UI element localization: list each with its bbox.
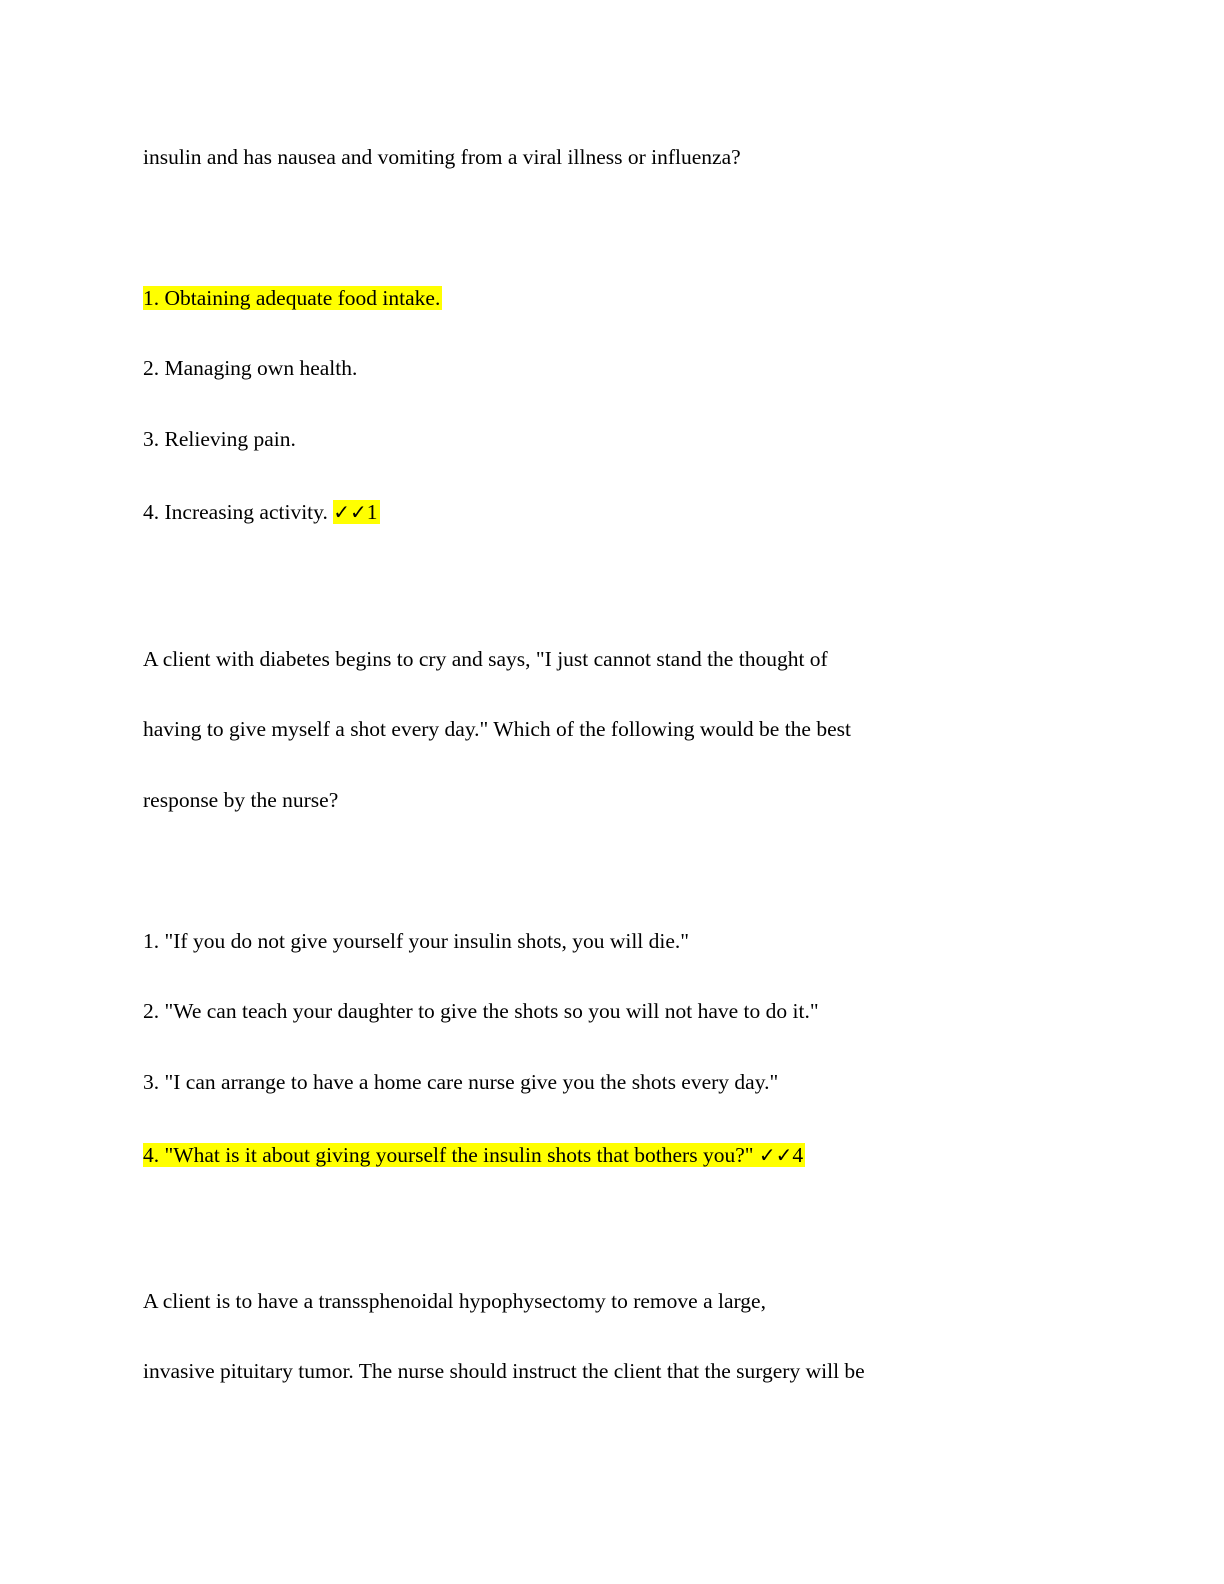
q1-option-1 — [143, 284, 442, 312]
q1-answer-number: 1 — [366, 500, 378, 524]
q2-option-4 — [143, 1141, 805, 1169]
q1-option-4 — [143, 498, 380, 526]
q3-stem-line-1: A client is to have a transsphenoidal hypophysectomy to remove a large, — [143, 1289, 766, 1313]
highlighted-correct-option — [143, 1143, 805, 1167]
q2-stem-line-3: response by the nurse? — [143, 788, 339, 812]
q1-option-3: 3. Relieving pain. — [143, 427, 296, 451]
q1-answer-key — [333, 500, 379, 524]
q2-option-4-text: 4. "What is it about giving yourself the insulin shots that bothers you?" — [143, 1143, 759, 1167]
highlighted-correct-option: 1. Obtaining adequate food intake. — [143, 286, 441, 310]
double-check-icon: ✓✓ — [333, 500, 367, 524]
q1-stem-line: insulin and has nausea and vomiting from a viral illness or influenza? — [143, 145, 741, 169]
q2-answer-number: 4 — [792, 1143, 804, 1167]
q2-stem-line-1: A client with diabetes begins to cry and says, "I just cannot stand the thought of — [143, 647, 828, 671]
q1-option-2: 2. Managing own health. — [143, 356, 358, 380]
double-check-icon: ✓✓ — [758, 1143, 793, 1167]
q1-option-4-text: 4. Increasing activity. — [143, 500, 334, 524]
q2-option-2: 2. "We can teach your daughter to give the shots so you will not have to do it." — [143, 999, 819, 1023]
q2-option-1: 1. "If you do not give yourself your insulin shots, you will die." — [143, 929, 690, 953]
q3-stem-line-2: invasive pituitary tumor. The nurse should instruct the client that the surgery will be — [143, 1359, 865, 1383]
q2-option-3: 3. "I can arrange to have a home care nurse give you the shots every day." — [143, 1070, 779, 1094]
q2-stem-line-2: having to give myself a shot every day." Which of the following would be the best — [143, 717, 851, 741]
